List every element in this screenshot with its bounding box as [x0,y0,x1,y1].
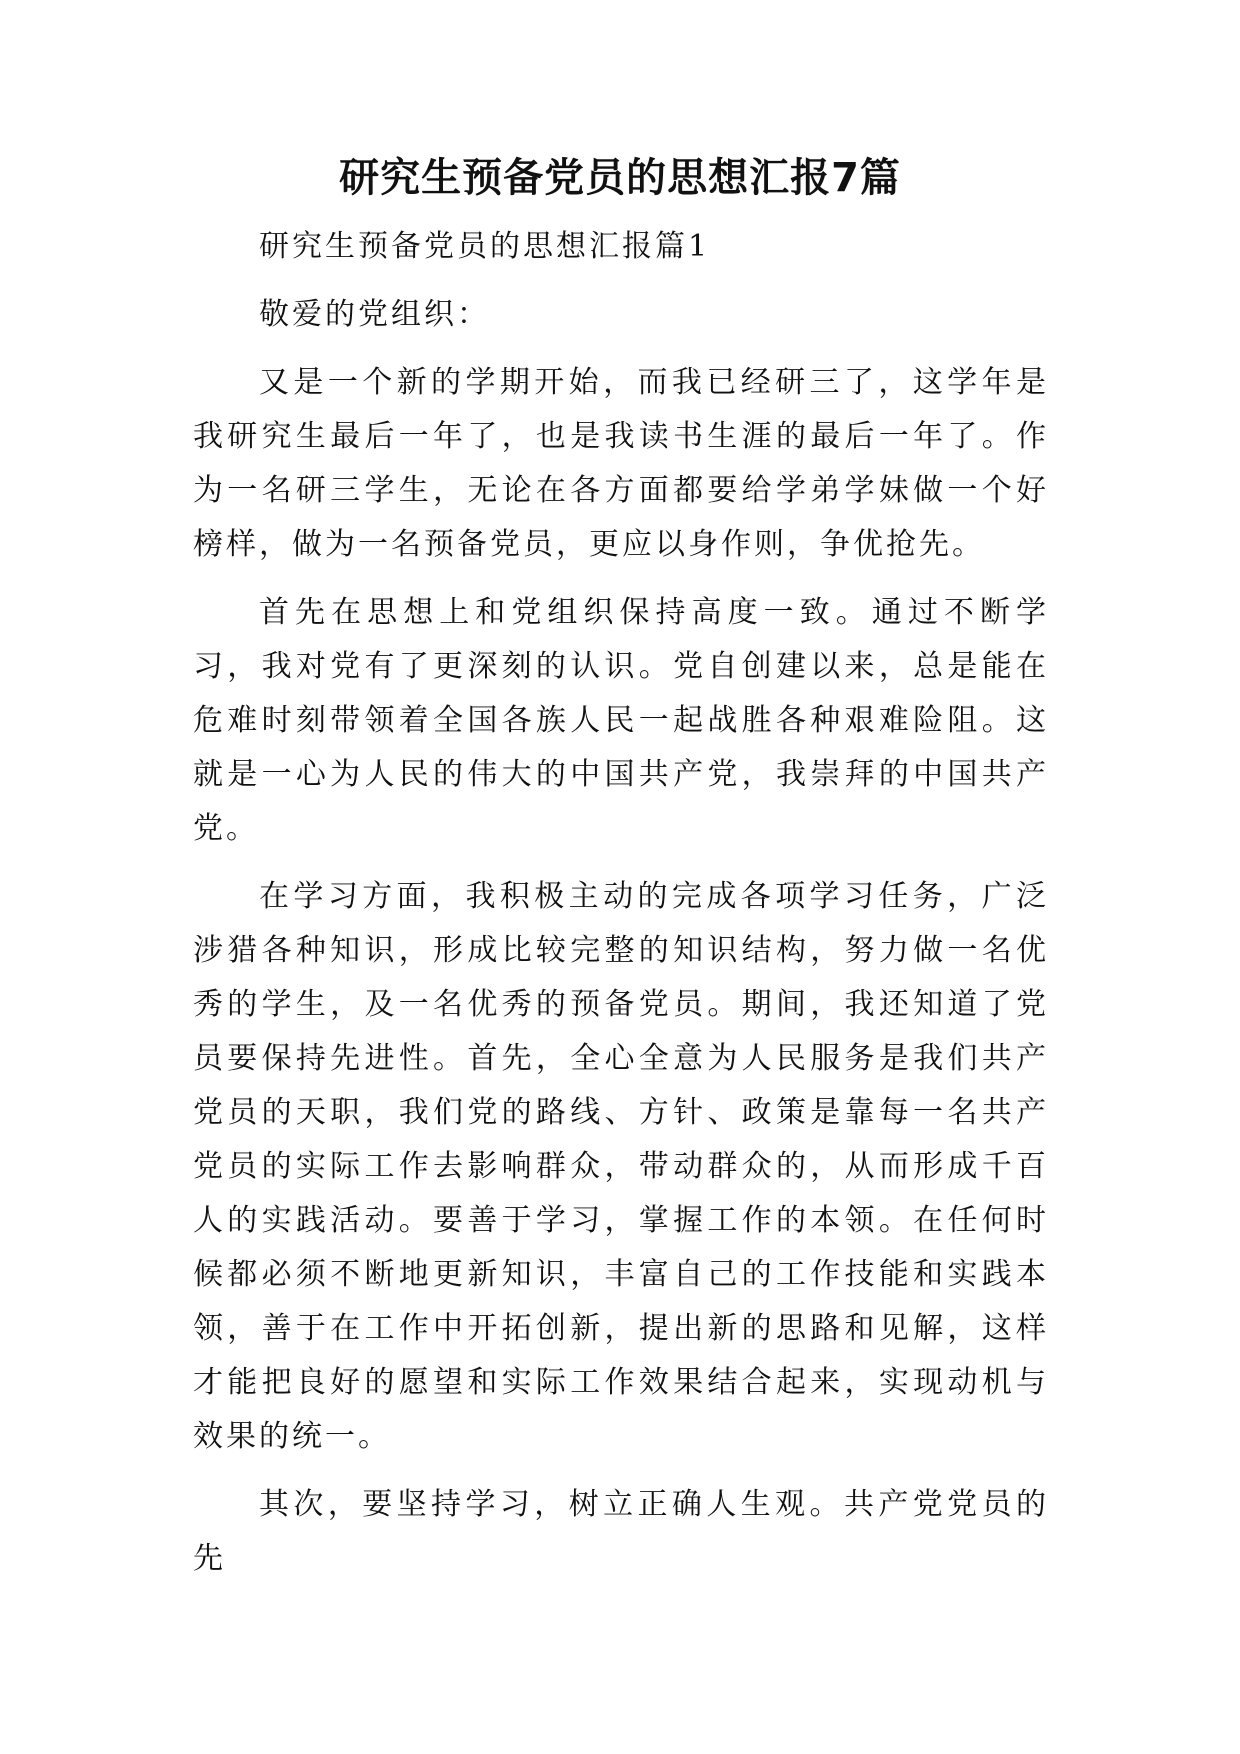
document-body [193,220,1049,1600]
body-paragraph: 首先在思想上和党组织保持高度一致。通过不断学习，我对党有了更深刻的认识。党自创建以来，总是能在危难时刻带领着全国各族人民一起战胜各种艰难险阻。这就是一心为人民的伟大的中国共产党，我崇拜的中国共产党。 [193,595,1049,846]
document-title: 研究生预备党员的思想汇报7篇 [339,155,901,201]
body-paragraph: 在学习方面，我积极主动的完成各项学习任务，广泛涉猎各种知识，形成比较完整的知识结构，努力做一名优秀的学生，及一名优秀的预备党员。期间，我还知道了党员要保持先进性。首先，全心全意为人民服务是我们共产党员的天职，我们党的路线、方针、政策是靠每一名共产党员的实际工作去影响群众，带动群众的，从而形成千百人的实践活动。要善于学习，掌握工作的本领。在任何时候都必须不断地更新知识，丰富自己的工作技能和实践本领，善于在工作中开拓创新，提出新的思路和见解，这样才能把良好的愿望和实际工作效果结合起来，实现动机与效果的统一。 [193,879,1049,1454]
salutation: 敬爱的党组织： [259,297,490,332]
body-paragraph: 其次，要坚持学习，树立正确人生观。共产党党员的先 [193,1487,1049,1576]
body-paragraph: 又是一个新的学期开始，而我已经研三了，这学年是我研究生最后一年了，也是我读书生涯的最后一年了。作为一名研三学生，无论在各方面都要给学弟学妹做一个好榜样，做为一名预备党员，更应以身作则，争优抢先。 [193,365,1049,562]
section-heading: 研究生预备党员的思想汇报篇1 [259,229,711,264]
